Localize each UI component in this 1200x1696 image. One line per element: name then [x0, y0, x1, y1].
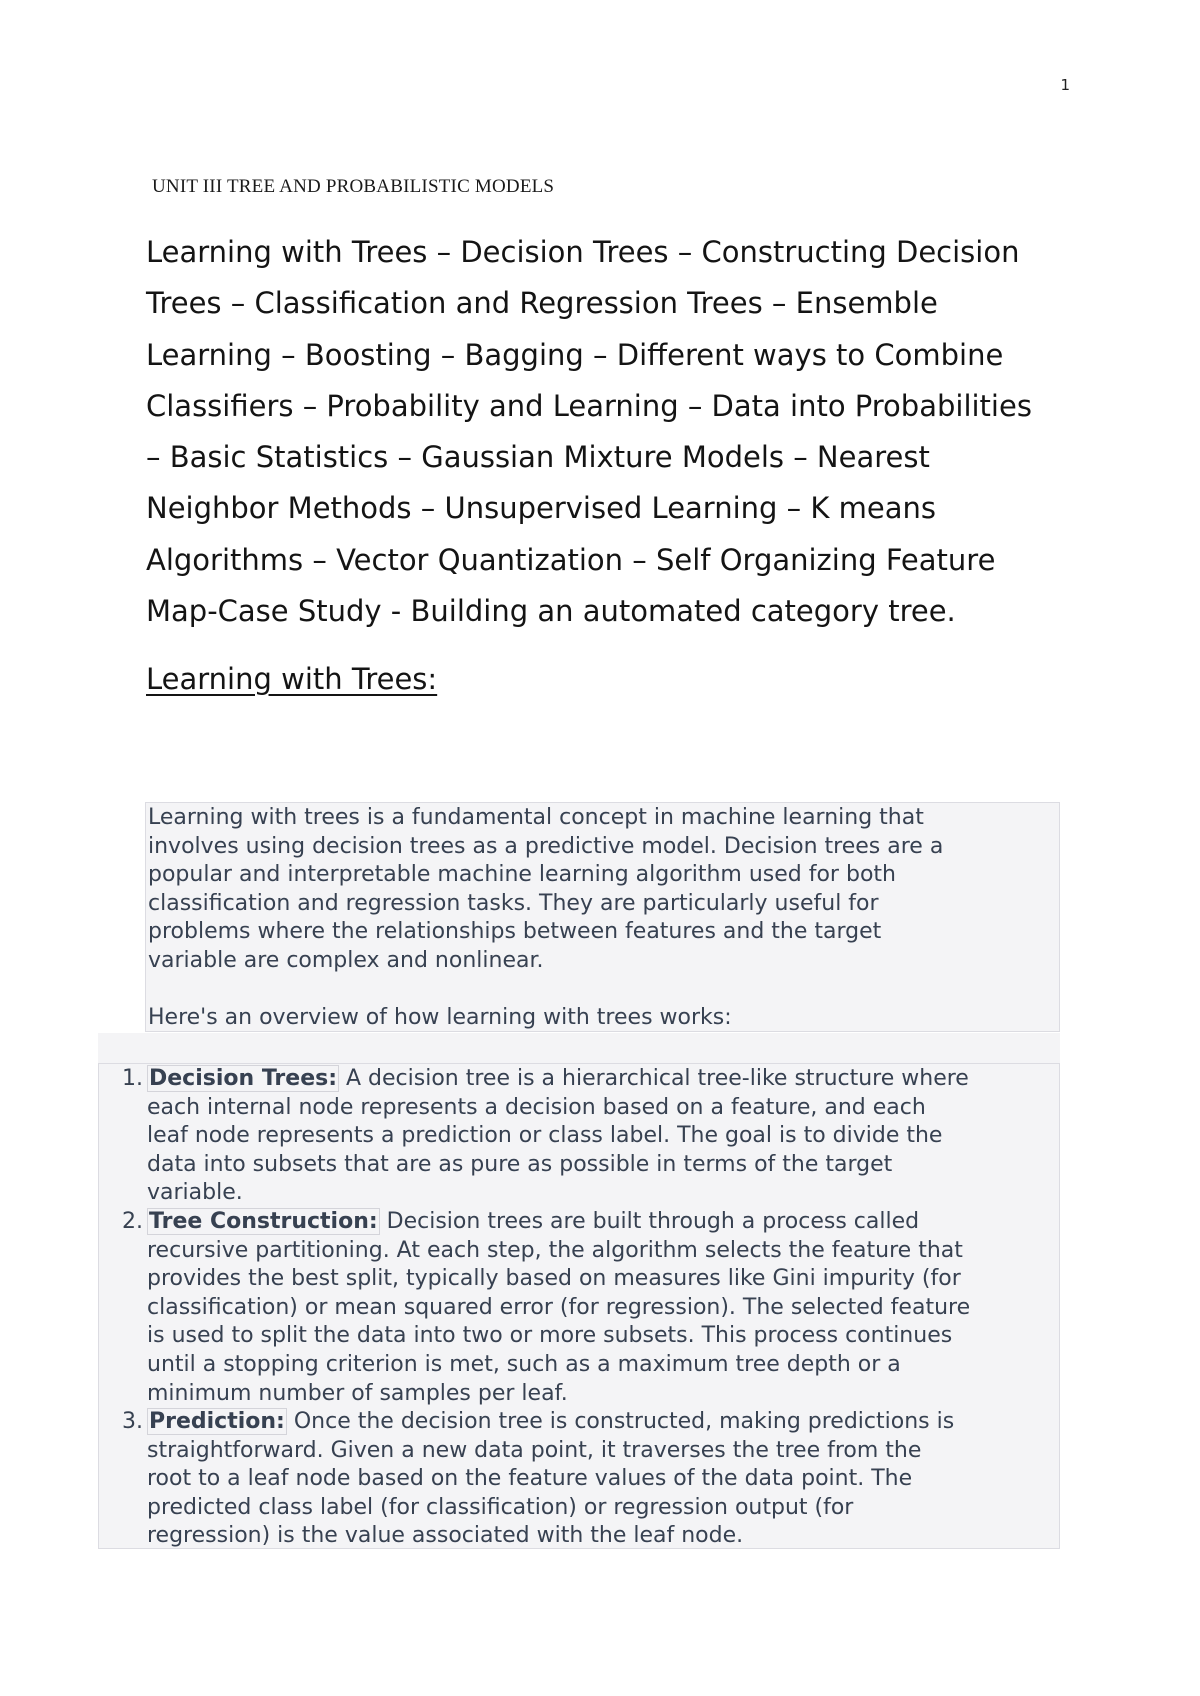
- intro-line: variable are complex and nonlinear.: [148, 947, 544, 973]
- syllabus-line: – Basic Statistics – Gaussian Mixture Models – Nearest: [146, 440, 930, 475]
- list-item-first-line: [147, 1208, 1062, 1237]
- list-item-line: provides the best split, typically based on measures like Gini impurity (for: [147, 1266, 961, 1292]
- syllabus-paragraph: [146, 227, 1086, 637]
- list-item-line: recursive partitioning. At each step, the algorithm selects the feature that: [147, 1237, 963, 1263]
- paragraph-spacer: [148, 976, 1055, 1005]
- list-item-line: variable.: [147, 1180, 243, 1206]
- intro-line: Learning with trees is a fundamental concept in machine learning that: [148, 805, 924, 830]
- list-item-line: classification) or mean squared error (for regression). The selected feature: [147, 1294, 971, 1320]
- list-item-body: [147, 1408, 1062, 1551]
- syllabus-line: Classifiers – Probability and Learning – Data into Probabilities: [146, 388, 1032, 423]
- intro-line: involves using decision trees as a predictive model. Decision trees are a: [148, 833, 944, 859]
- syllabus-line: Learning – Boosting – Bagging – Different ways to Combine: [146, 337, 1004, 372]
- syllabus-line: Map-Case Study - Building an automated category tree.: [146, 594, 956, 629]
- list-item-term: Prediction:: [149, 1409, 285, 1434]
- list-item-term: Decision Trees:: [149, 1066, 338, 1091]
- list-item-line: data into subsets that are as pure as possible in terms of the target: [147, 1151, 893, 1177]
- intro-line: problems where the relationships between features and the target: [148, 919, 882, 945]
- syllabus-line: Algorithms – Vector Quantization – Self Organizing Feature: [146, 542, 996, 577]
- list-item-line: predicted class label (for classification) or regression output (for: [147, 1494, 854, 1520]
- list-item-line: minimum number of samples per leaf.: [147, 1380, 568, 1406]
- list-spacer-band: [98, 1033, 1060, 1063]
- intro-text-box: [145, 802, 1060, 1032]
- list-number: 2.: [122, 1209, 143, 1234]
- list-item-line: is used to split the data into two or more subsets. This process continues: [147, 1323, 953, 1349]
- list-item-first-line: [147, 1065, 1062, 1094]
- syllabus-line: Neighbor Methods – Unsupervised Learning – K means: [146, 491, 936, 526]
- intro-line: classification and regression tasks. They are particularly useful for: [148, 890, 879, 916]
- list-item-term: Tree Construction:: [149, 1209, 378, 1234]
- overview-line: Here's an overview of how learning with trees works:: [148, 1005, 732, 1031]
- syllabus-line: Learning with Trees – Decision Trees – Constructing Decision: [146, 235, 1020, 269]
- list-item-body: [147, 1208, 1062, 1408]
- intro-line: popular and interpretable machine learning algorithm used for both: [148, 862, 896, 888]
- list-item-lead: Once the decision tree is constructed, making predictions is: [286, 1409, 955, 1434]
- list-item-first-line: [147, 1408, 1062, 1437]
- list-item-line: each internal node represents a decision based on a feature, and each: [147, 1094, 926, 1120]
- list-item-body: [147, 1065, 1062, 1208]
- list-item-lead: Decision trees are built through a process called: [379, 1209, 920, 1234]
- list-item-line: straightforward. Given a new data point, it traverses the tree from the: [147, 1437, 922, 1463]
- list-item-lead: A decision tree is a hierarchical tree-like structure where: [339, 1066, 969, 1091]
- list-item-line: root to a leaf node based on the feature values of the data point. The: [147, 1466, 913, 1492]
- list-number: 1.: [122, 1066, 143, 1091]
- numbered-list: [98, 1063, 1060, 1549]
- page-number: 1: [1060, 76, 1070, 94]
- list-item-line: regression) is the value associated with the leaf node.: [147, 1523, 744, 1549]
- unit-title: UNIT III TREE AND PROBABILISTIC MODELS: [152, 176, 555, 197]
- section-heading: Learning with Trees:: [146, 662, 438, 696]
- list-item-line: until a stopping criterion is met, such as a maximum tree depth or a: [147, 1351, 901, 1377]
- list-number: 3.: [122, 1409, 143, 1434]
- syllabus-line: Trees – Classification and Regression Trees – Ensemble: [146, 286, 938, 321]
- list-item-line: leaf node represents a prediction or class label. The goal is to divide the: [147, 1123, 943, 1149]
